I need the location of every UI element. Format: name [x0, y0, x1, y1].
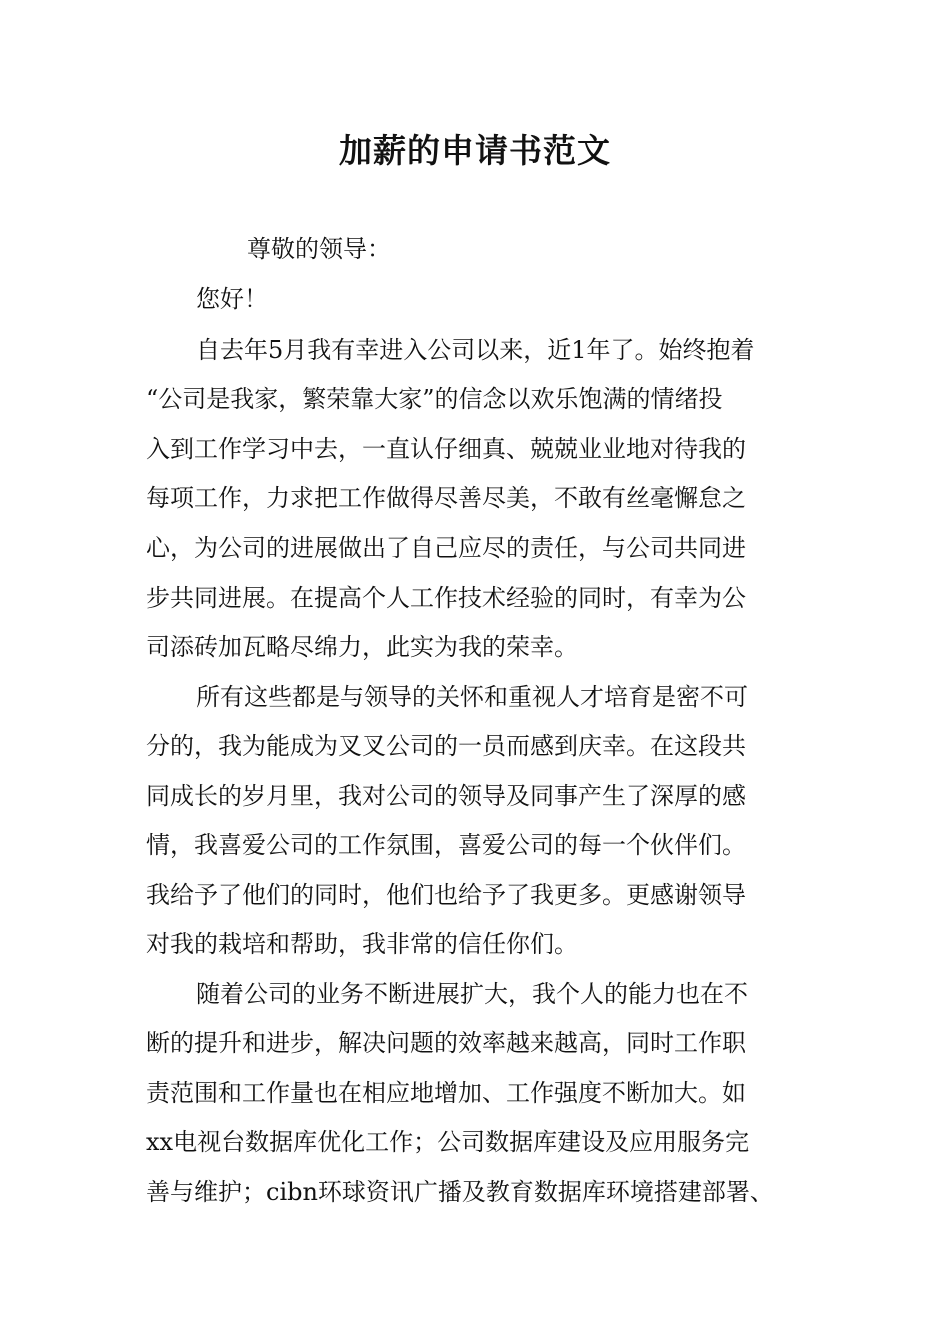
- paragraph-1-line: 每项工作，力求把工作做得尽善尽美，不敢有丝毫懈怠之: [146, 484, 746, 512]
- paragraph-1-line: 入到工作学习中去，一直认仔细真、兢兢业业地对待我的: [146, 435, 746, 463]
- document-title: 加薪的申请书范文: [339, 131, 611, 170]
- paragraph-3-line: 善与维护；cibn环球资讯广播及教育数据库环境搭建部署、: [146, 1178, 774, 1206]
- paragraph-3-line: xx电视台数据库优化工作；公司数据库建设及应用服务完: [146, 1128, 750, 1156]
- paragraph-2-line: 同成长的岁月里，我对公司的领导及同事产生了深厚的感: [146, 782, 746, 810]
- paragraph-2-line: 对我的栽培和帮助，我非常的信任你们。: [146, 930, 578, 958]
- paragraph-1-line: 司添砖加瓦略尽绵力，此实为我的荣幸。: [146, 633, 578, 661]
- paragraph-1-line: 步共同进展。在提高个人工作技术经验的同时，有幸为公: [146, 584, 746, 612]
- paragraph-1-line: “公司是我家，繁荣靠大家”的信念以欢乐饱满的情绪投: [146, 385, 723, 413]
- greeting: 您好！: [196, 285, 268, 313]
- paragraph-2-line: 所有这些都是与领导的关怀和重视人才培育是密不可: [196, 683, 748, 711]
- paragraph-1-line: 自去年5月我有幸进入公司以来，近1年了。始终抱着: [196, 336, 755, 364]
- paragraph-1-line: 心，为公司的进展做出了自己应尽的责任，与公司共同进: [146, 534, 746, 562]
- paragraph-2-line: 情，我喜爱公司的工作氛围，喜爱公司的每一个伙伴们。: [146, 831, 746, 859]
- paragraph-3-line: 责范围和工作量也在相应地增加、工作强度不断加大。如: [146, 1079, 746, 1107]
- paragraph-3-line: 断的提升和进步，解决问题的效率越来越高，同时工作职: [146, 1029, 746, 1057]
- salutation: 尊敬的领导：: [247, 235, 391, 263]
- paragraph-2-line: 我给予了他们的同时，他们也给予了我更多。更感谢领导: [146, 881, 746, 909]
- paragraph-3-line: 随着公司的业务不断进展扩大，我个人的能力也在不: [196, 980, 748, 1008]
- paragraph-2-line: 分的，我为能成为叉叉公司的一员而感到庆幸。在这段共: [146, 732, 746, 760]
